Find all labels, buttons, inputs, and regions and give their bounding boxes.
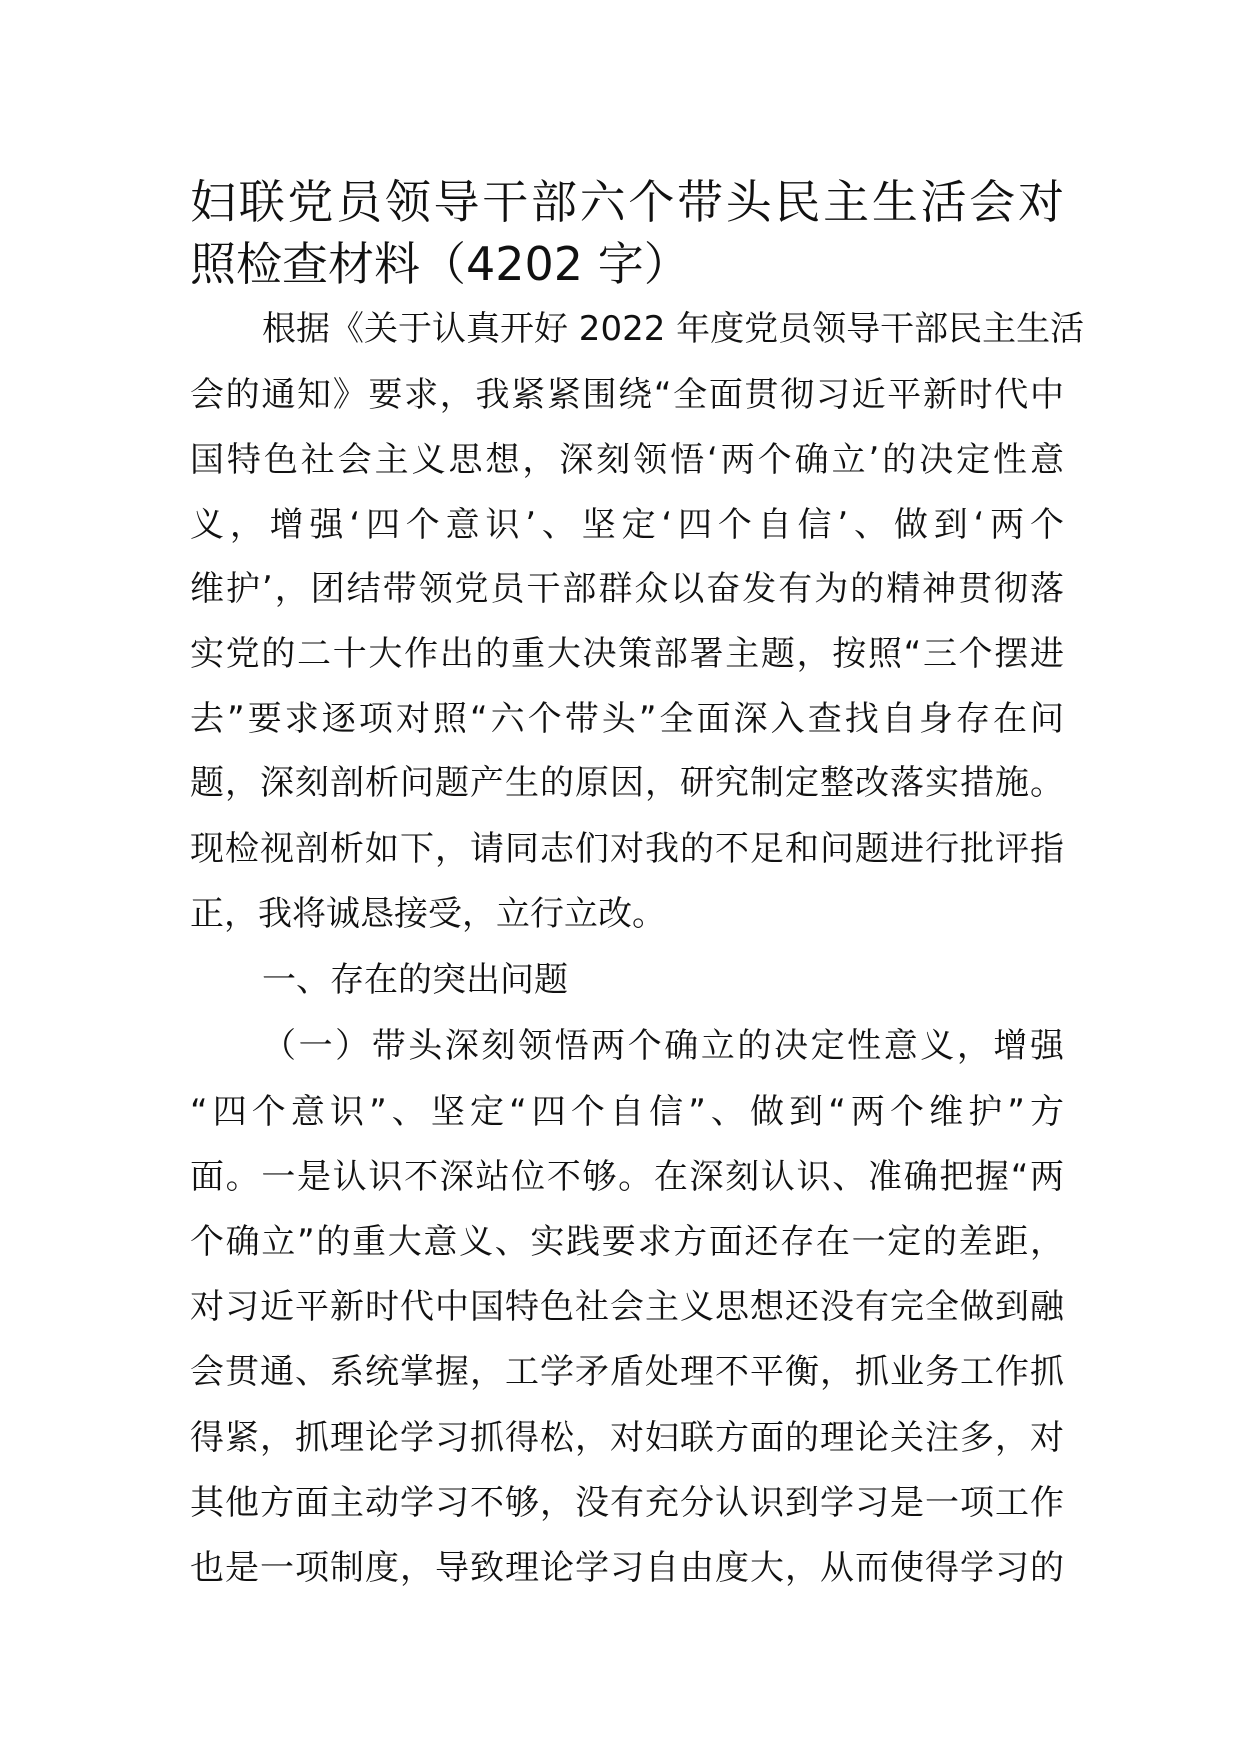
- body-line: 面。一是认识不深站位不够。在深刻认识、准确把握“两: [190, 1157, 1064, 1197]
- body-line: 得紧，抓理论学习抓得松，对妇联方面的理论关注多，对: [190, 1418, 1064, 1458]
- body-line: 根据《关于认真开好 2022 年度党员领导干部民主生活: [262, 309, 1085, 349]
- body-line: 维护’，团结带领党员干部群众以奋发有为的精神贯彻落: [190, 569, 1064, 609]
- body-line: 实党的二十大作出的重大决策部署主题，按照“三个摆进: [190, 634, 1064, 674]
- section-heading: 一、存在的突出问题: [262, 960, 568, 1000]
- body-line: 其他方面主动学习不够，没有充分认识到学习是一项工作: [190, 1483, 1064, 1523]
- document-title-line-1: 妇联党员领导干部六个带头民主生活会对: [190, 175, 1064, 229]
- body-line: 会的通知》要求，我紧紧围绕“全面贯彻习近平新时代中: [190, 375, 1064, 415]
- body-line: 正，我将诚恳接受，立行立改。: [190, 894, 666, 934]
- body-line: 国特色社会主义思想，深刻领悟‘两个确立’的决定性意: [190, 440, 1064, 480]
- document-title-line-2: 照检查材料（4202 字）: [190, 237, 690, 291]
- subsection-heading: （一）带头深刻领悟两个确立的决定性意义，增强: [262, 1026, 1064, 1066]
- body-line: “四个意识”、坚定“四个自信”、做到“两个维护”方: [190, 1092, 1064, 1132]
- body-line: 也是一项制度，导致理论学习自由度大，从而使得学习的: [190, 1548, 1064, 1588]
- body-line: 个确立”的重大意义、实践要求方面还存在一定的差距，: [190, 1222, 1064, 1262]
- body-line: 现检视剖析如下，请同志们对我的不足和问题进行批评指: [190, 829, 1064, 869]
- body-line: 会贯通、系统掌握，工学矛盾处理不平衡，抓业务工作抓: [190, 1352, 1064, 1392]
- body-line: 对习近平新时代中国特色社会主义思想还没有完全做到融: [190, 1287, 1064, 1327]
- body-line: 义，增强‘四个意识’、坚定‘四个自信’、做到‘两个: [190, 505, 1064, 545]
- body-line: 去”要求逐项对照“六个带头”全面深入查找自身存在问: [190, 699, 1064, 739]
- body-line: 题，深刻剖析问题产生的原因，研究制定整改落实措施。: [190, 763, 1064, 803]
